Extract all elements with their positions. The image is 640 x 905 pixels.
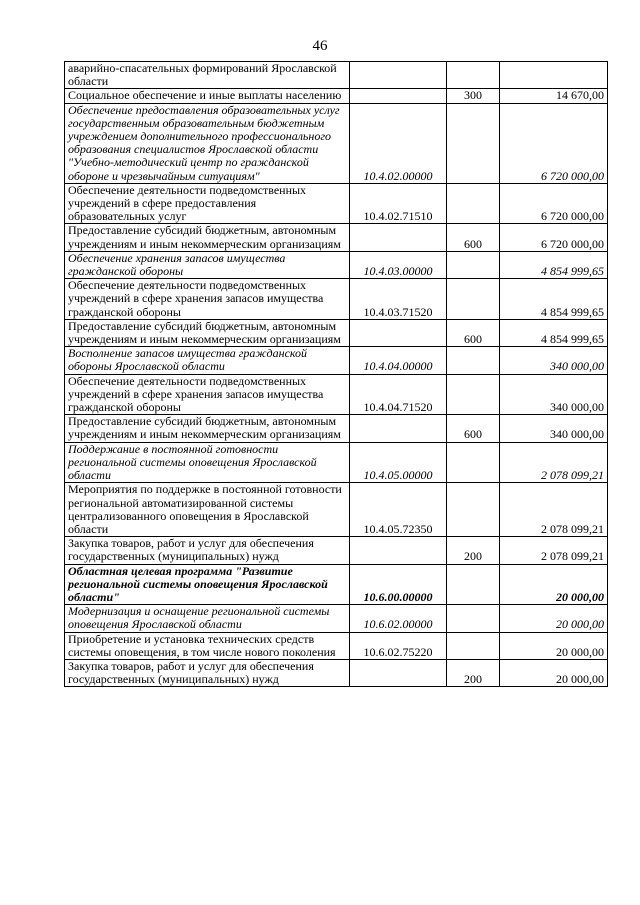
amount-cell: 4 854 999,65 (500, 251, 608, 278)
type-cell (447, 103, 500, 183)
name-cell: Закупка товаров, работ и услуг для обеспечения государственных (муниципальных) нужд (65, 537, 350, 564)
name-cell: Восполнение запасов имущества гражданской обороны Ярославской области (65, 347, 350, 374)
code-cell (350, 319, 447, 346)
table-row (65, 537, 608, 564)
amount-cell: 6 720 000,00 (500, 103, 608, 183)
code-cell: 10.4.04.71520 (350, 374, 447, 415)
amount-cell: 4 854 999,65 (500, 279, 608, 320)
type-cell: 300 (447, 89, 500, 103)
code-cell: 10.4.04.00000 (350, 347, 447, 374)
name-cell: Предоставление субсидий бюджетным, автономным учреждениям и иным некоммерческим организациям (65, 224, 350, 251)
type-cell (447, 347, 500, 374)
code-cell: 10.4.03.71520 (350, 279, 447, 320)
table-row (65, 103, 608, 183)
amount-cell: 340 000,00 (500, 347, 608, 374)
name-cell: Предоставление субсидий бюджетным, автономным учреждениям и иным некоммерческим организациям (65, 415, 350, 442)
table-row (65, 183, 608, 224)
name-cell: Обеспечение деятельности подведомственных учреждений в сфере хранения запасов имущества гражданской обороны (65, 374, 350, 415)
amount-cell (500, 62, 608, 89)
code-cell (350, 224, 447, 251)
type-cell (447, 279, 500, 320)
amount-cell: 20 000,00 (500, 605, 608, 632)
amount-cell: 6 720 000,00 (500, 183, 608, 224)
budget-table (64, 61, 608, 687)
type-cell: 600 (447, 319, 500, 346)
code-cell: 10.4.05.00000 (350, 442, 447, 483)
name-cell: аварийно-спасательных формирований Ярославской области (65, 62, 350, 89)
code-cell (350, 415, 447, 442)
type-cell (447, 183, 500, 224)
amount-cell: 20 000,00 (500, 632, 608, 659)
amount-cell: 6 720 000,00 (500, 224, 608, 251)
type-cell: 200 (447, 537, 500, 564)
table-row (65, 62, 608, 89)
type-cell (447, 62, 500, 89)
code-cell (350, 89, 447, 103)
code-cell (350, 62, 447, 89)
name-cell: Поддержание в постоянной готовности региональной системы оповещения Ярославской области (65, 442, 350, 483)
type-cell (447, 251, 500, 278)
table-row (65, 564, 608, 605)
name-cell: Модернизация и оснащение региональной системы оповещения Ярославской области (65, 605, 350, 632)
code-cell: 10.6.00.00000 (350, 564, 447, 605)
type-cell (447, 632, 500, 659)
name-cell: Обеспечение предоставления образовательных услуг государственным образовательным бюджетным учреждением дополнительного профессионального образования специалистов Ярославской области "Учебно-методический центр по гражданской обороне и чрезвычайным ситуациям" (65, 103, 350, 183)
name-cell: Обеспечение хранения запасов имущества гражданской обороны (65, 251, 350, 278)
type-cell (447, 374, 500, 415)
name-cell: Обеспечение деятельности подведомственных учреждений в сфере предоставления образовательных услуг (65, 183, 350, 224)
table-row (65, 224, 608, 251)
table-row (65, 632, 608, 659)
type-cell (447, 442, 500, 483)
type-cell (447, 483, 500, 537)
name-cell: Мероприятия по поддержке в постоянной готовности региональной автоматизированной системы централизованного оповещения в Ярославской области (65, 483, 350, 537)
type-cell (447, 564, 500, 605)
table-row (65, 319, 608, 346)
name-cell: Обеспечение деятельности подведомственных учреждений в сфере хранения запасов имущества гражданской обороны (65, 279, 350, 320)
name-cell: Закупка товаров, работ и услуг для обеспечения государственных (муниципальных) нужд (65, 659, 350, 686)
type-cell: 600 (447, 415, 500, 442)
code-cell: 10.6.02.00000 (350, 605, 447, 632)
amount-cell: 2 078 099,21 (500, 537, 608, 564)
type-cell (447, 605, 500, 632)
name-cell: Предоставление субсидий бюджетным, автономным учреждениям и иным некоммерческим организациям (65, 319, 350, 346)
code-cell (350, 659, 447, 686)
type-cell: 600 (447, 224, 500, 251)
table-row (65, 605, 608, 632)
table-row (65, 415, 608, 442)
amount-cell: 20 000,00 (500, 564, 608, 605)
table-row (65, 347, 608, 374)
page-number: 46 (312, 38, 328, 54)
table-row (65, 374, 608, 415)
name-cell: Областная целевая программа "Развитие региональной системы оповещения Ярославской области" (65, 564, 350, 605)
table-row (65, 659, 608, 686)
amount-cell: 20 000,00 (500, 659, 608, 686)
table-row (65, 483, 608, 537)
table-row (65, 279, 608, 320)
name-cell: Приобретение и установка технических средств системы оповещения, в том числе нового поколения (65, 632, 350, 659)
table-row (65, 251, 608, 278)
code-cell (350, 537, 447, 564)
name-cell: Социальное обеспечение и иные выплаты населению (65, 89, 350, 103)
amount-cell: 14 670,00 (500, 89, 608, 103)
code-cell: 10.4.05.72350 (350, 483, 447, 537)
amount-cell: 2 078 099,21 (500, 442, 608, 483)
code-cell: 10.6.02.75220 (350, 632, 447, 659)
table-row (65, 442, 608, 483)
table-row (65, 89, 608, 103)
type-cell: 200 (447, 659, 500, 686)
amount-cell: 340 000,00 (500, 374, 608, 415)
amount-cell: 2 078 099,21 (500, 483, 608, 537)
code-cell: 10.4.02.00000 (350, 103, 447, 183)
code-cell: 10.4.03.00000 (350, 251, 447, 278)
code-cell: 10.4.02.71510 (350, 183, 447, 224)
amount-cell: 4 854 999,65 (500, 319, 608, 346)
amount-cell: 340 000,00 (500, 415, 608, 442)
